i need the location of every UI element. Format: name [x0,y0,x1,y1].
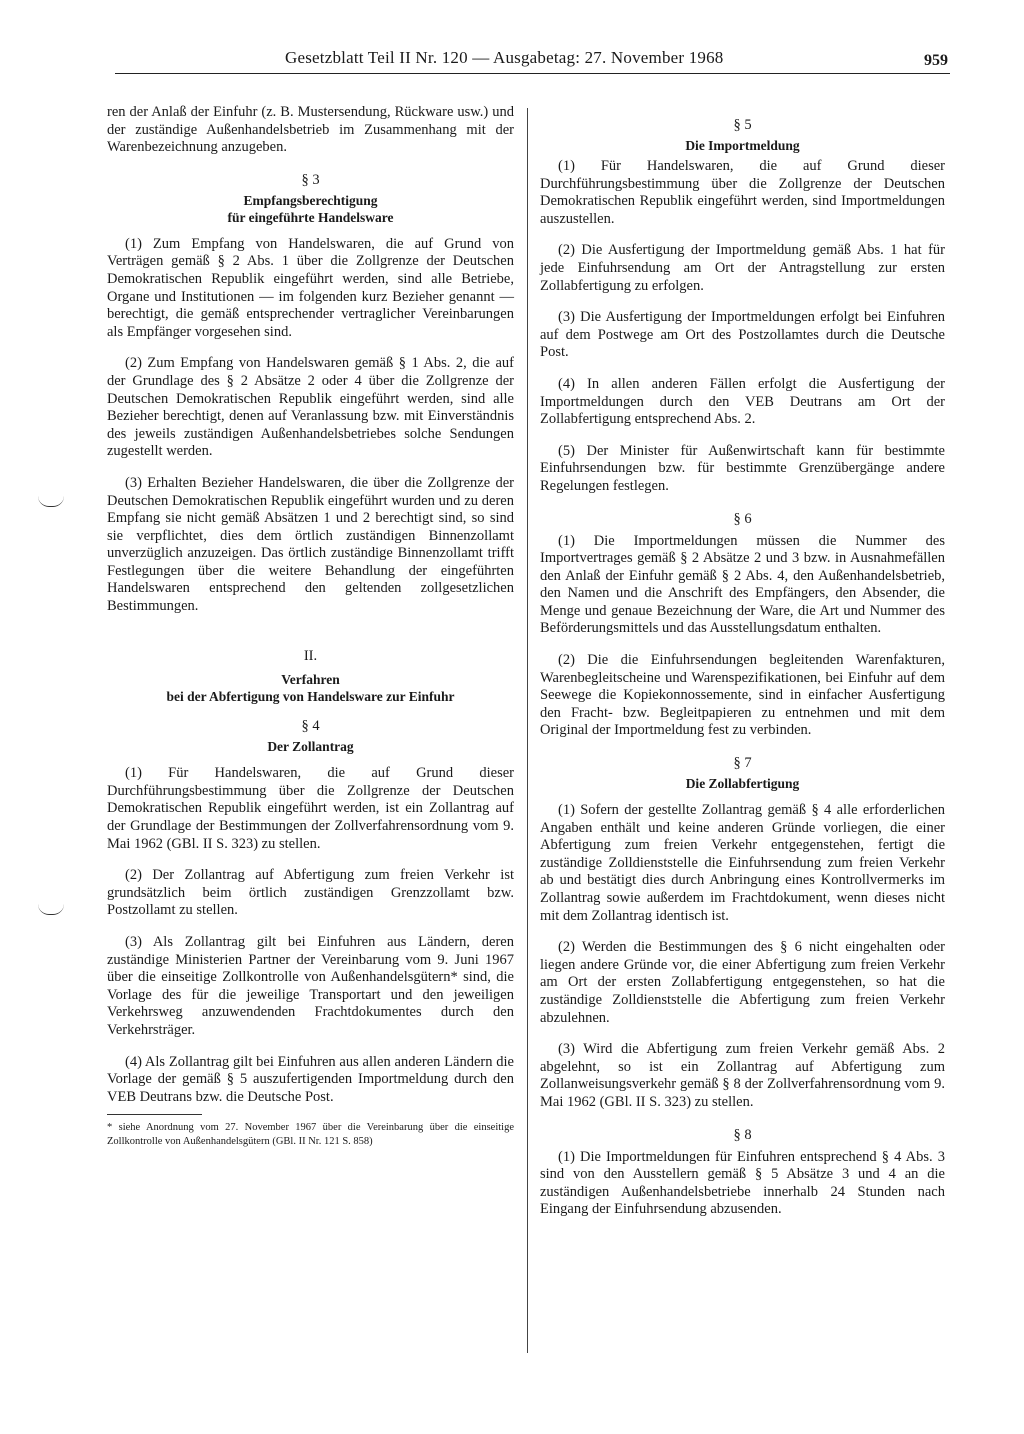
paragraph: (3) Wird die Abfertigung zum freien Verkehr gemäß Abs. 2 abgelehnt, so ist ein Zollantrag auf Abfertigung zum Zollanweisungsverkehr gemäß § 8 der Zollverfahrensordnung vom 9. Mai 1962 (GBl. II S. 323) zu stellen. [540,1041,945,1110]
section-title: Die Zollabfertigung [685,776,800,792]
part-title [107,671,514,705]
section-number: § 7 [733,755,752,772]
paragraph: (3) Die Ausfertigung der Importmeldungen erfolgt bei Einfuhren auf dem Postwege am Ort des Postzollamtes durch die Deutsche Post. [540,309,945,361]
paragraph: (2) Der Zollantrag auf Abfertigung zum freien Verkehr ist grundsätzlich beim örtlich zuständigen Grenzzollamt bzw. Postzollamt zu stellen. [107,867,514,919]
header-title: Gesetzblatt Teil II Nr. 120 — Ausgabetag: 27. November 1968 [285,48,724,67]
paragraph: (2) Zum Empfang von Handelswaren gemäß § 1 Abs. 2, die auf der Grundlage des § 2 Absätze 2 oder 4 über die Zollgrenze der Deutschen Demokratischen Republik eingeführt werden, sind alle Bezieher berechtigt, denen auf Veranlassung bzw. mit Einverständnis des jeweils zuständigen Außenhandelsbetriebes solche Sendungen zugestellt werden. [107,355,514,460]
section-number: § 4 [301,718,320,735]
paragraph: ren der Anlaß der Einfuhr (z. B. Mustersendung, Rückware usw.) und der zuständige Außenhandelsbetrieb im Zusammenhang mit der Warenbezeichnung anzugeben. [107,104,514,156]
paragraph: (3) Erhalten Bezieher Handelswaren, die über die Zollgrenze der Deutschen Demokratischen Republik eingeführt wurden und zu deren Empfang sie nicht gemäß Absätzen 1 und 2 berechtigt sind, so sind sie verpflichtet, dies dem örtlich zuständigen Binnenzollamt unverzüglich anzuzeigen. Das örtlich zuständige Binnenzollamt trifft Festlegungen über die weitere Behandlung der eingeführten Handelswaren entsprechend den geltenden zollgesetzlichen Bestimmungen. [107,474,514,615]
paragraph: (2) Die Ausfertigung der Importmeldung gemäß Abs. 1 hat für jede Einfuhrsendung am Ort der Antragstellung zur ersten Zollabfertigung zu erfolgen. [540,242,945,294]
part-title-line: bei der Abfertigung von Handelsware zur Einfuhr [166,689,455,705]
margin-mark [38,496,64,507]
margin-mark [38,904,64,915]
paragraph: (1) Zum Empfang von Handelswaren, die auf Grund von Verträgen gemäß § 2 Abs. 1 über die Zollgrenze der Deutschen Demokratischen Republik eingeführt werden, sind alle Betriebe, Organe und Institutionen — im folgenden kurz Bezieher genannt — berechtigt, die gemäß entsprechender vertraglicher Vereinbarungen als Empfänger vorgesehen sind. [107,235,514,340]
section-number: § 6 [733,510,752,527]
paragraph: (5) Der Minister für Außenwirtschaft kann für bestimmte Einfuhrsendungen bzw. für bestimmte Grenzübergänge andere Regelungen festlegen. [540,442,945,494]
page-number: 959 [924,52,948,69]
part-number: II. [303,647,318,664]
section-title: Die Importmeldung [685,138,800,153]
paragraph: (1) Sofern der gestellte Zollantrag gemäß § 4 alle erforderlichen Angaben enthält und keine anderen Gründe vorliegen, die einer Abfertigung zum freien Verkehr entgegenstehen, fertigt die zuständige Zolldienststelle die Einfuhrsendung zum freien Verkehr ab und bestätigt dies durch Anbringung eines Kontrollvermerks im Zollantrag sowie außerdem im Frachtdokument, wenn dieses nicht mit dem Zollantrag identisch ist. [540,802,945,924]
section-title: Der Zollantrag [267,739,354,755]
section-number: § 8 [733,1126,752,1143]
paragraph: (1) Die Importmeldungen für Einfuhren entsprechend § 4 Abs. 3 sind von den Ausstellern gemäß § 5 Absätze 3 und 4 an die zuständigen Außenhandelsbetriebe innerhalb 24 Stunden nach Eingang der Einfuhrsendung abzusenden. [540,1148,945,1218]
paragraph: (2) Die die Einfuhrsendungen begleitenden Warenfakturen, Warenbegleitscheine und Warenspezifikationen, bei Einfuhr auf dem Seewege die Kopiekonnossemente, sind in einfacher Ausfertigung den Fracht- bzw. Begleitpapieren zu entnehmen und mit dem Original der Importmeldung fest zu verbinden. [540,652,945,739]
paragraph: (2) Werden die Bestimmungen des § 6 nicht eingehalten oder liegen andere Gründe vor, die einer Abfertigung zum freien Verkehr am Ort der ersten Zollabfertigung entgegenstehen, so hat die zuständige Zolldienststelle die Abfertigung zum freien Verkehr abzulehnen. [540,939,945,1026]
section-title [107,192,514,226]
footnote-rule [107,1114,202,1115]
header-rule [115,73,950,74]
page-header [115,48,950,74]
left-column [107,104,514,1149]
footnote: * siehe Anordnung vom 27. November 1967 über die Vereinbarung über die einseitige Zollkontrolle von Außenhandelsgütern (GBl. II Nr. 121 S. 858) [107,1122,514,1148]
paragraph: (1) Die Importmeldungen müssen die Nummer des Importvertrages gemäß § 2 Absätze 2 und 3 bzw. in Ausnahmefällen den Anlaß der Einfuhr gemäß § 2 Abs. 4, den Außenhandelsbetrieb, den Namen und die Anschrift des Empfängers, den Absender, die Menge und genaue Bezeichnung der Ware, die Art und Nummer des Beförderungsmittels und das Ausstellungsdatum enthalten. [540,532,945,637]
paragraph: (1) Für Handelswaren, die auf Grund dieser Durchführungsbestimmung über die Zollgrenze der Deutschen Demokratischen Republik eingeführt werden, sind Importmeldungen auszustellen. [540,158,945,227]
right-column [540,116,945,1233]
part-title-line: Verfahren [281,672,340,688]
paragraph: (4) Als Zollantrag gilt bei Einfuhren aus allen anderen Ländern die Vorlage der gemäß § 5 auszufertigenden Importmeldung durch den VEB Deutrans bzw. die Deutsche Post. [107,1053,514,1105]
paragraph: (1) Für Handelswaren, die auf Grund dieser Durchführungsbestimmung über die Zollgrenze der Deutschen Demokratischen Republik eingeführt werden, ist ein Zollantrag auf der Grundlage der Bestimmungen der Zollverfahrensordnung vom 9. Mai 1962 (GBl. II S. 323) zu stellen. [107,765,514,852]
section-title-line: Empfangsberechtigung [243,192,378,208]
section-number: § 5 [733,117,752,133]
section-title-line: für eingeführte Handelsware [227,209,394,225]
section-number: § 3 [301,171,320,188]
paragraph: (4) In allen anderen Fällen erfolgt die Ausfertigung der Importmeldungen durch den VEB Deutrans am Ort der Zollabfertigung entsprechend Abs. 2. [540,375,945,428]
paragraph: (3) Als Zollantrag gilt bei Einfuhren aus Ländern, deren zuständige Ministerien Partner der Vereinbarung vom 9. Juni 1967 über die einseitige Zollkontrolle von Außenhandelsgütern* sind, die Vorlage des für die jeweilige Transportart und den jeweiligen Verkehrsweg anzuwendenden Frachtdokumentes durch den Verkehrsträger. [107,934,514,1038]
column-divider [527,108,528,1353]
